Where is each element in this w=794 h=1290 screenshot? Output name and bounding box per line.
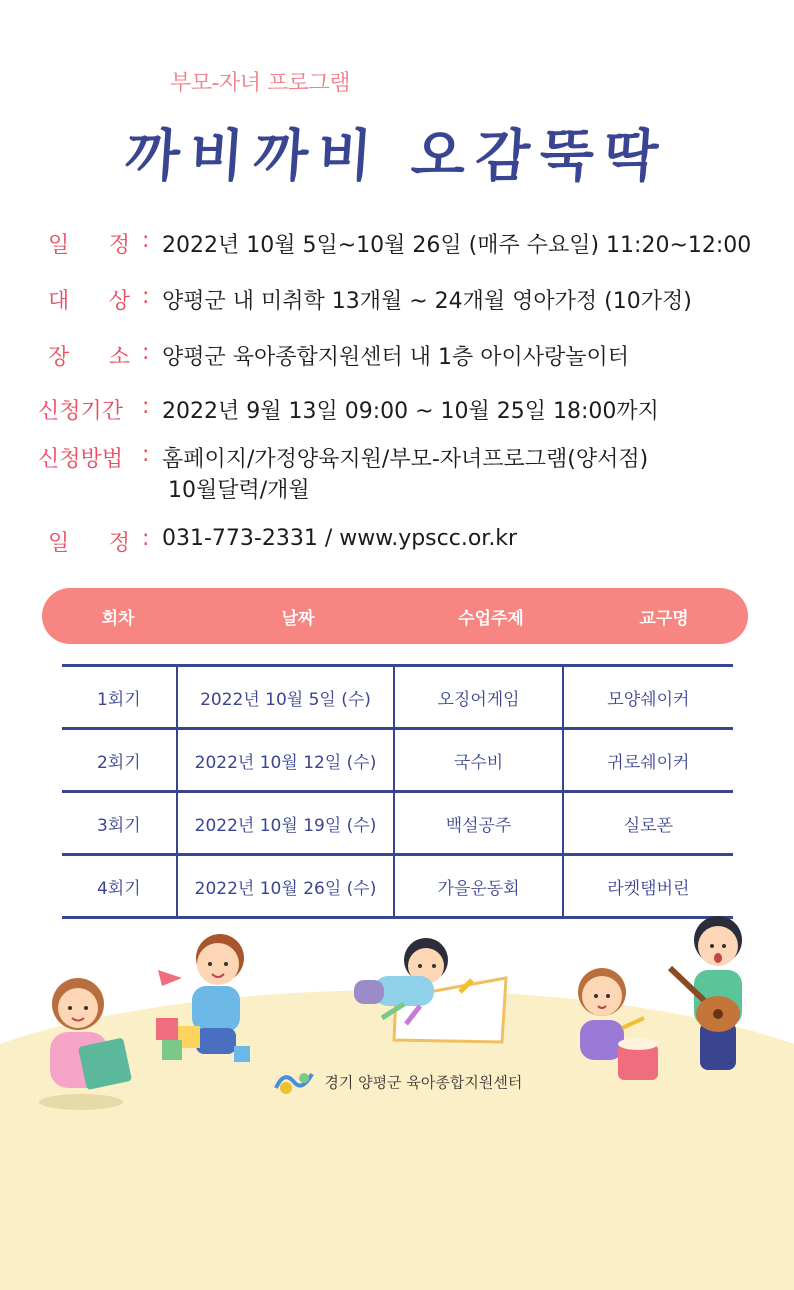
cell-topic: 국수비 [394,729,562,792]
info-row-application-method: 신청방법 : 홈페이지/가정양육지원/부모-자녀프로그램(양서점) 10월달력/개월 [38,442,649,503]
cell-topic: 오징어게임 [394,666,562,729]
center-logo-icon [272,1068,316,1096]
header-materials: 교구명 [639,608,689,629]
info-label: 대 상 [48,289,130,314]
info-value-continued: 10월달력/개월 [168,478,310,503]
boy-blocks-illustration [148,922,268,1072]
cell-date: 2022년 10월 26일 (수) [177,855,395,918]
cell-date: 2022년 10월 12일 (수) [177,729,395,792]
cell-date: 2022년 10월 19일 (수) [177,792,395,855]
info-row-target: 대 상 : 양평군 내 미취학 13개월 ~ 24개월 영아가정 (10가정) [38,284,692,315]
info-value: 2022년 9월 13일 09:00 ~ 10월 25일 18:00까지 [162,399,659,424]
info-label: 일 정 [48,531,130,556]
program-subtitle: 부모-자녀 프로그램 [170,71,350,96]
info-label: 장 소 [48,345,130,370]
schedule-table-header [42,588,748,644]
cell-date: 2022년 10월 5일 (수) [177,666,395,729]
cell-topic: 백설공주 [394,792,562,855]
info-label: 신청방법 [38,447,124,472]
organization-footer [0,1068,794,1096]
info-row-schedule: 일 정 : 2022년 10월 5일~10월 26일 (매주 수요일) 11:20~12:00 [38,228,751,259]
boy-drawing-illustration [354,932,514,1052]
info-value: 양평군 내 미취학 13개월 ~ 24개월 영아가정 (10가정) [162,289,692,314]
cell-session: 4회기 [62,855,177,918]
table-row [62,792,733,855]
program-title: 까비까비 오감뚝딱 [123,124,671,189]
info-value: 양평군 육아종합지원센터 내 1층 아이사랑놀이터 [162,345,630,370]
cell-session: 3회기 [62,792,177,855]
table-row [62,729,733,792]
cell-topic: 가을운동회 [394,855,562,918]
info-row-application-period: 신청기간 : 2022년 9월 13일 09:00 ~ 10월 25일 18:00까지 [38,394,659,424]
info-label: 신청기간 [38,399,124,424]
table-row [62,855,733,918]
boy-guitar-illustration [666,910,766,1080]
info-row-place: 장 소 : 양평군 육아종합지원센터 내 1층 아이사랑놀이터 [38,340,629,371]
header-session: 회차 [101,608,135,629]
cell-session: 1회기 [62,666,177,729]
info-value: 2022년 10월 5일~10월 26일 (매주 수요일) 11:20~12:00 [162,233,752,258]
header-date: 날짜 [281,608,315,629]
cell-materials: 귀로쉐이커 [563,729,733,792]
table-row [62,666,733,729]
info-row-contact: 일 정 : 031-773-2331 / www.ypscc.or.kr [38,526,517,557]
schedule-table [62,664,733,919]
cell-session: 2회기 [62,729,177,792]
cell-materials: 실로폰 [563,792,733,855]
header-topic: 수업주제 [458,608,524,629]
contact-value: 031-773-2331 / www.ypscc.or.kr [162,526,518,551]
cell-materials: 모양쉐이커 [563,666,733,729]
info-value: 홈페이지/가정양육지원/부모-자녀프로그램(양서점) [162,447,649,472]
organization-name: 경기 양평군 육아종합지원센터 [324,1073,523,1092]
info-label: 일 정 [48,233,130,258]
cell-materials: 라켓탬버린 [563,855,733,918]
